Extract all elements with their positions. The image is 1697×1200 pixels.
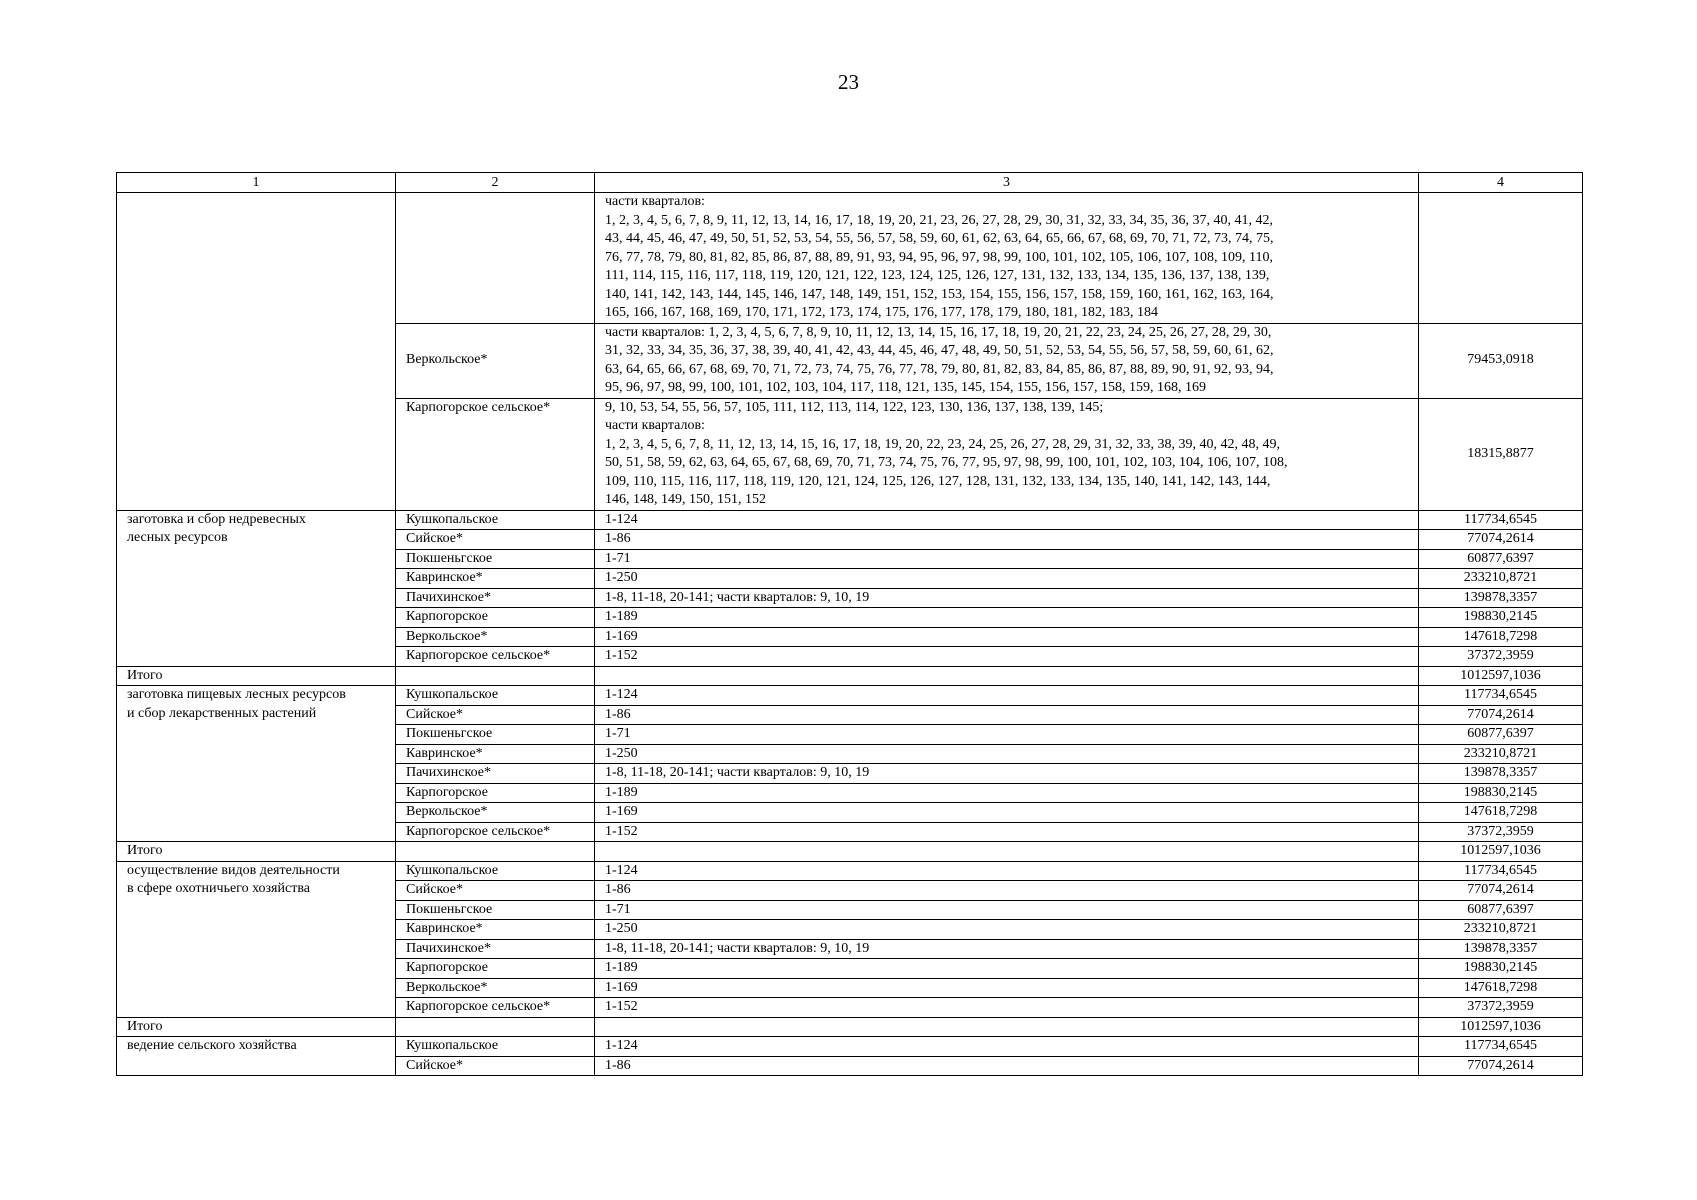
total-empty-cell [396,1017,595,1037]
forestry-cell: Кавринское* [396,744,595,764]
quarters-cell: 1-86 [595,530,1419,550]
table-row [117,686,1583,706]
forestry-cell: Пачихинское* [396,764,595,784]
activity-cell [117,686,396,842]
area-cell: 233210,8721 [1419,920,1583,940]
area-cell: 117734,6545 [1419,510,1583,530]
quarters-cell: 1-250 [595,569,1419,589]
activity-line: в сфере охотничьего хозяйства [127,881,310,896]
quarters-line: 31, 32, 33, 34, 35, 36, 37, 38, 39, 40, 41, 42, 43, 44, 45, 46, 47, 48, 49, 50, 51, 52, 53, 54, 55, 56, 57, 58, 59, 60, 61, 62, [605,343,1274,358]
area-cell: 60877,6397 [1419,725,1583,745]
quarters-cell: 1-124 [595,510,1419,530]
forestry-cell: Кавринское* [396,920,595,940]
total-area: 1012597,1036 [1419,842,1583,862]
total-area: 1012597,1036 [1419,1017,1583,1037]
quarters-line: 165, 166, 167, 168, 169, 170, 171, 172, 173, 174, 175, 176, 177, 178, 179, 180, 181, 182, 183, 184 [605,305,1158,320]
quarters-cell: 1-71 [595,900,1419,920]
quarters-cell: 1-124 [595,686,1419,706]
area-cell: 37372,3959 [1419,647,1583,667]
quarters-cell: 1-71 [595,725,1419,745]
header-col-1: 1 [117,173,396,193]
total-empty-cell [595,1017,1419,1037]
total-row [117,1017,1583,1037]
forestry-cell: Сийское* [396,1056,595,1076]
activity-line: и сбор лекарственных растений [127,705,317,721]
forestry-cell: Кушкопальское [396,510,595,530]
forestry-cell: Кушкопальское [396,861,595,881]
table-body [117,193,1583,1076]
quarters-cell: 1-8, 11-18, 20-141; части кварталов: 9, 10, 19 [595,764,1419,784]
quarters-cell: 1-152 [595,647,1419,667]
area-cell: 233210,8721 [1419,744,1583,764]
forestry-cell: Покшеньгское [396,725,595,745]
area-cell: 139878,3357 [1419,764,1583,784]
area-cell: 77074,2614 [1419,530,1583,550]
area-cell [1419,193,1583,324]
activity-line: ведение сельского хозяйства [127,1038,297,1053]
table-row [117,1037,1583,1057]
forestry-cell: Карпогорское сельское* [396,647,595,667]
quarters-cell [595,323,1419,398]
quarters-line: 95, 96, 97, 98, 99, 100, 101, 102, 103, 104, 117, 118, 121, 135, 145, 154, 155, 156, 157, 158, 159, 168, 169 [605,380,1206,395]
quarters-cell: 1-189 [595,959,1419,979]
area-cell: 117734,6545 [1419,861,1583,881]
activity-cell [117,1037,396,1076]
area-cell: 77074,2614 [1419,1056,1583,1076]
quarters-cell: 1-152 [595,822,1419,842]
forestry-cell: Кавринское* [396,569,595,589]
quarters-cell: 1-86 [595,881,1419,901]
quarters-line: части кварталов: 1, 2, 3, 4, 5, 6, 7, 8, 9, 10, 11, 12, 13, 14, 15, 16, 17, 18, 19, 20, 21, 22, 23, 24, 25, 26, 27, 28, 29, 30, [605,324,1272,340]
area-cell: 60877,6397 [1419,900,1583,920]
quarters-line: 50, 51, 58, 59, 62, 63, 64, 65, 67, 68, 69, 70, 71, 73, 74, 75, 76, 77, 95, 97, 98, 99, 100, 101, 102, 103, 104, 106, 107, 108, [605,455,1288,470]
quarters-cell: 1-8, 11-18, 20-141; части кварталов: 9, 10, 19 [595,588,1419,608]
quarters-cell: 1-124 [595,861,1419,881]
forestry-cell: Карпогорское [396,783,595,803]
forestry-cell: Карпогорское сельское* [396,998,595,1018]
activity-cell [117,193,396,511]
page-number: 23 [838,70,859,94]
area-cell: 147618,7298 [1419,978,1583,998]
total-empty-cell [396,666,595,686]
forestry-cell: Пачихинское* [396,588,595,608]
quarters-cell: 1-169 [595,978,1419,998]
forestry-cell: Веркольское* [396,627,595,647]
quarters-cell: 1-86 [595,1056,1419,1076]
activity-line: лесных ресурсов [127,530,228,545]
forestry-cell: Карпогорское [396,608,595,628]
quarters-line: части кварталов: [605,194,705,209]
quarters-cell: 1-8, 11-18, 20-141; части кварталов: 9, 10, 19 [595,939,1419,959]
quarters-cell: 1-169 [595,627,1419,647]
quarters-line: части кварталов: [605,418,705,433]
quarters-cell: 1-169 [595,803,1419,823]
activity-line: заготовка пищевых лесных ресурсов [127,687,346,702]
area-cell: 37372,3959 [1419,998,1583,1018]
area-cell: 79453,0918 [1419,323,1583,398]
area-cell: 198830,2145 [1419,608,1583,628]
area-cell: 198830,2145 [1419,783,1583,803]
quarters-line: 140, 141, 142, 143, 144, 145, 146, 147, 148, 149, 151, 152, 153, 154, 155, 156, 157, 158, 159, 160, 161, 162, 163, 164, [605,286,1274,302]
area-cell: 198830,2145 [1419,959,1583,979]
quarters-cell: 1-189 [595,608,1419,628]
forestry-cell: Карпогорское [396,959,595,979]
forestry-cell: Веркольское* [396,978,595,998]
quarters-line: 1, 2, 3, 4, 5, 6, 7, 8, 11, 12, 13, 14, 15, 16, 17, 18, 19, 20, 22, 23, 24, 25, 26, 27, 28, 29, 31, 32, 33, 38, 39, 40, 42, 48, 49, [605,436,1280,452]
table-row [117,861,1583,881]
quarters-cell: 1-124 [595,1037,1419,1057]
activity-cell [117,861,396,1017]
quarters-cell: 1-86 [595,705,1419,725]
total-label: Итого [117,666,396,686]
area-cell: 117734,6545 [1419,686,1583,706]
quarters-cell: 1-250 [595,744,1419,764]
quarters-line: 63, 64, 65, 66, 67, 68, 69, 70, 71, 72, 73, 74, 75, 76, 77, 78, 79, 80, 81, 82, 83, 84, 85, 86, 87, 88, 89, 90, 91, 92, 93, 94, [605,361,1274,377]
total-empty-cell [396,842,595,862]
quarters-line: 1, 2, 3, 4, 5, 6, 7, 8, 9, 11, 12, 13, 14, 16, 17, 18, 19, 20, 21, 23, 26, 27, 28, 29, 30, 31, 32, 33, 34, 35, 36, 37, 40, 41, 42, [605,212,1273,228]
quarters-cell [595,398,1419,510]
total-area: 1012597,1036 [1419,666,1583,686]
header-col-3: 3 [595,173,1419,193]
forestry-cell: Покшеньгское [396,900,595,920]
total-empty-cell [595,842,1419,862]
header-row [117,173,1583,193]
forestry-cell: Сийское* [396,530,595,550]
total-empty-cell [595,666,1419,686]
area-cell: 18315,8877 [1419,398,1583,510]
quarters-cell: 1-250 [595,920,1419,940]
area-cell: 77074,2614 [1419,705,1583,725]
quarters-line: 109, 110, 115, 116, 117, 118, 119, 120, 121, 124, 125, 126, 127, 128, 131, 132, 133, 134, 135, 140, 141, 142, 143, 144, [605,473,1271,489]
total-label: Итого [117,1017,396,1037]
quarters-line: 43, 44, 45, 46, 47, 49, 50, 51, 52, 53, 54, 55, 56, 57, 58, 59, 60, 61, 62, 63, 64, 65, 66, 67, 68, 69, 70, 71, 72, 73, 74, 75, [605,231,1274,246]
quarters-cell: 1-71 [595,549,1419,569]
quarters-cell [595,193,1419,324]
activity-cell [117,510,396,666]
forestry-cell: Кушкопальское [396,1037,595,1057]
table-row [117,510,1583,530]
forestry-cell: Веркольское* [396,803,595,823]
quarters-line: 146, 148, 149, 150, 151, 152 [605,492,766,507]
area-cell: 77074,2614 [1419,881,1583,901]
quarters-cell: 1-189 [595,783,1419,803]
forestry-cell: Карпогорское сельское* [396,398,595,510]
quarters-line: 76, 77, 78, 79, 80, 81, 82, 85, 86, 87, 88, 89, 91, 93, 94, 95, 96, 97, 98, 99, 100, 101, 102, 105, 106, 107, 108, 109, 110, [605,249,1273,265]
total-row [117,666,1583,686]
total-row [117,842,1583,862]
quarters-cell: 1-152 [595,998,1419,1018]
area-cell: 37372,3959 [1419,822,1583,842]
forestry-cell: Сийское* [396,881,595,901]
area-cell: 117734,6545 [1419,1037,1583,1057]
activity-line: заготовка и сбор недревесных [127,511,306,527]
area-cell: 60877,6397 [1419,549,1583,569]
area-cell: 147618,7298 [1419,627,1583,647]
header-col-4: 4 [1419,173,1583,193]
quarters-line: 9, 10, 53, 54, 55, 56, 57, 105, 111, 112, 113, 114, 122, 123, 130, 136, 137, 138, 139, 145; [605,399,1104,415]
header-col-2: 2 [396,173,595,193]
area-cell: 147618,7298 [1419,803,1583,823]
area-cell: 139878,3357 [1419,588,1583,608]
area-cell: 233210,8721 [1419,569,1583,589]
forestry-cell: Пачихинское* [396,939,595,959]
forestry-cell: Сийское* [396,705,595,725]
forestry-cell: Покшеньгское [396,549,595,569]
total-label: Итого [117,842,396,862]
forestry-cell: Кушкопальское [396,686,595,706]
quarters-line: 111, 114, 115, 116, 117, 118, 119, 120, 121, 122, 123, 124, 125, 126, 127, 131, 132, 133, 134, 135, 136, 137, 138, 139, [605,268,1270,283]
forest-use-table [116,172,1583,1076]
forestry-cell: Карпогорское сельское* [396,822,595,842]
table-row [117,193,1583,324]
forestry-cell [396,193,595,324]
area-cell: 139878,3357 [1419,939,1583,959]
activity-line: осуществление видов деятельности [127,862,340,878]
forestry-cell: Веркольское* [396,323,595,398]
